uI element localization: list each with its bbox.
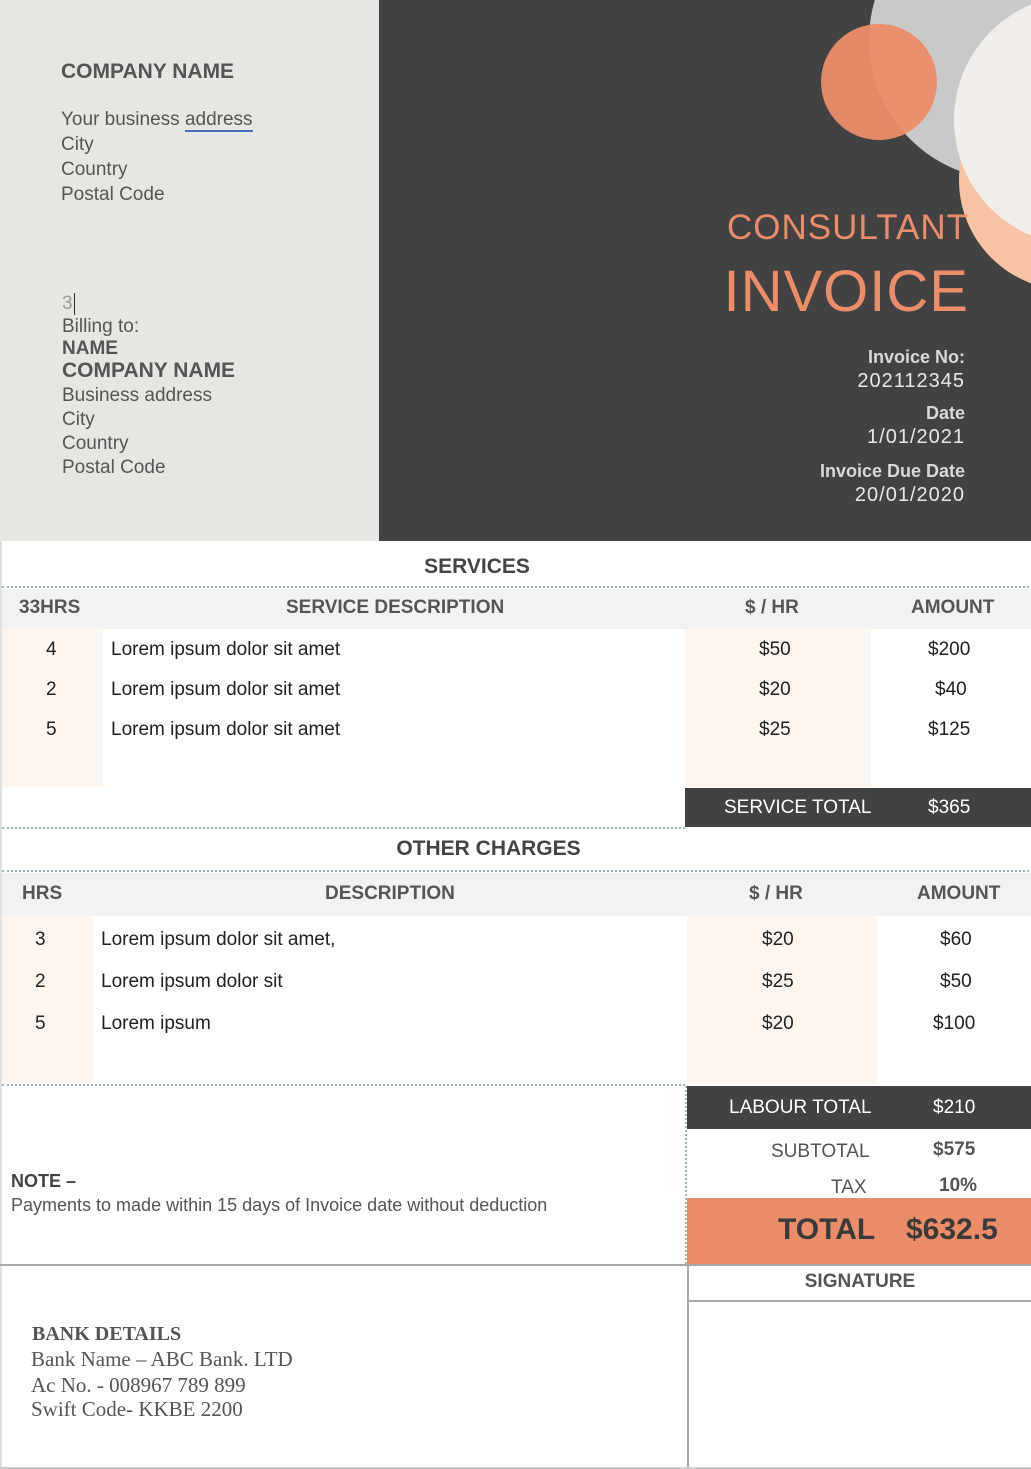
due-date-value: 20/01/2020 [854,484,965,506]
tax-value: 10% [939,1175,978,1196]
services-row-3-rate: $25 [759,719,791,740]
billing-name: NAME [62,338,118,359]
other-row-3-rate: $20 [762,1013,794,1034]
services-hrs-header: 33HRS [19,597,81,618]
text-cursor-char[interactable] [62,292,75,316]
billing-label: Billing to: [62,316,140,337]
services-rate-header: $ / HR [745,597,799,618]
invoice-no-label: Invoice No: [867,347,965,367]
services-amount-header: AMOUNT [911,597,995,618]
text-caret [74,293,75,315]
title-invoice: INVOICE [723,259,969,324]
bank-title: BANK DETAILS [32,1323,182,1345]
services-row-1-amount: $200 [928,639,971,660]
sender-company-name: COMPANY NAME [61,60,235,83]
services-row-1-hrs: 4 [46,639,57,660]
billing-address: Business address [62,385,212,406]
signature-area[interactable] [689,1302,1031,1467]
other-row-2-amount: $50 [940,971,972,992]
bottom-divider [0,1264,1031,1266]
service-total-value: $365 [928,797,971,818]
services-top-divider [2,586,1029,588]
other-hrs-header: HRS [22,883,63,904]
sender-postal-code: Postal Code [61,184,165,205]
billing-city: City [62,409,95,430]
services-bottom-divider [2,827,685,829]
services-row-3-hrs: 5 [46,719,57,740]
services-row-1-desc: Lorem ipsum dolor sit amet [111,639,341,660]
other-rate-header: $ / HR [749,883,803,904]
other-row-1-rate: $20 [762,929,794,950]
services-row-1-rate: $50 [759,639,791,660]
other-row-1-hrs: 3 [35,929,46,950]
billing-company-name: COMPANY NAME [62,359,236,382]
subtotal-value: $575 [933,1139,976,1160]
other-header-row [2,873,1031,916]
other-row-3-hrs: 5 [35,1013,46,1034]
labour-total-value: $210 [933,1097,976,1118]
tax-label: TAX [831,1177,867,1198]
services-row-2-hrs: 2 [46,679,57,700]
note-label: NOTE – [11,1171,77,1191]
date-label: Date [925,403,965,423]
service-total-label: SERVICE TOTAL [724,797,872,818]
stray-char: 3 [62,293,73,314]
services-row-3-amount: $125 [928,719,971,740]
grand-total-label: TOTAL [778,1213,876,1246]
date-value: 1/01/2021 [867,426,965,448]
billing-country: Country [62,433,129,454]
due-date-label: Invoice Due Date [819,461,965,481]
title-consultant: CONSULTANT [726,208,969,247]
bank-account: Ac No. - 008967 789 899 [31,1373,246,1397]
other-row-3-desc: Lorem ipsum [101,1013,211,1034]
grand-total-value: $632.5 [906,1213,998,1246]
bank-name: Bank Name – ABC Bank. LTD [31,1347,293,1371]
invoice-no-value: 202112345 [857,370,965,392]
services-row-3-desc: Lorem ipsum dolor sit amet [111,719,341,740]
other-bottom-divider [2,1084,685,1086]
other-row-2-rate: $25 [762,971,794,992]
bank-swift: Swift Code- KKBE 2200 [31,1397,243,1421]
other-hrs-column [2,916,93,1084]
sender-address [61,107,253,132]
services-row-2-rate: $20 [759,679,791,700]
other-top-divider [2,870,1029,872]
services-row-2-desc: Lorem ipsum dolor sit amet [111,679,341,700]
other-row-3-amount: $100 [933,1013,976,1034]
services-header-row [2,589,1031,629]
other-row-2-desc: Lorem ipsum dolor sit [101,971,283,992]
billing-postal-code: Postal Code [62,457,166,478]
note-text: Payments to made within 15 days of Invoice date without deduction [11,1195,548,1215]
labour-total-label: LABOUR TOTAL [729,1097,872,1118]
other-amount-header: AMOUNT [917,883,1001,904]
services-row-2-amount: $40 [935,679,967,700]
sender-country: Country [61,159,128,180]
other-row-2-hrs: 2 [35,971,46,992]
other-desc-header: DESCRIPTION [325,883,455,904]
other-charges-title: OTHER CHARGES [396,837,581,860]
sender-address-prefix: Your business [61,109,185,130]
services-title: SERVICES [424,555,530,578]
other-row-1-desc: Lorem ipsum dolor sit amet, [101,929,336,950]
other-row-1-amount: $60 [940,929,972,950]
services-desc-header: SERVICE DESCRIPTION [286,597,505,618]
sender-address-underlined: address [184,109,253,130]
signature-label: SIGNATURE [804,1271,916,1292]
orange-circle [821,24,937,140]
subtotal-label: SUBTOTAL [771,1141,870,1162]
sender-city: City [61,134,94,155]
